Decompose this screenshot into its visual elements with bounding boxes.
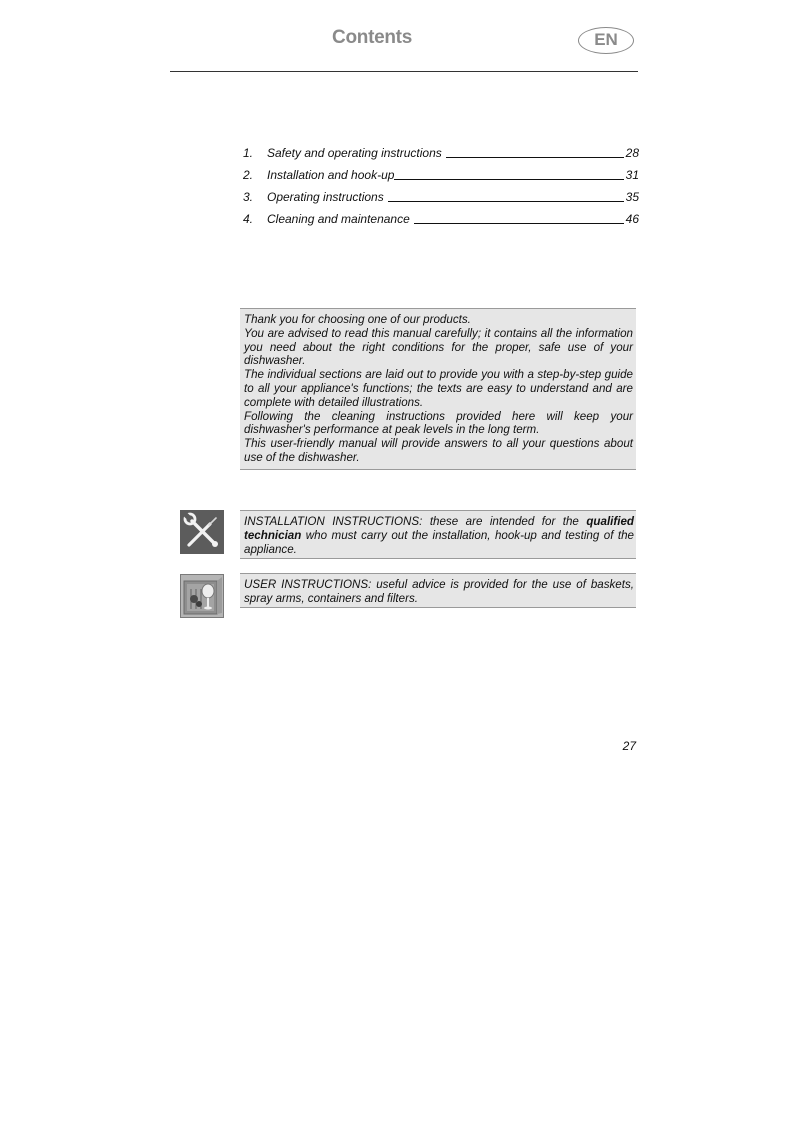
toc-item-number: 3. <box>243 190 254 204</box>
tools-icon-graphic <box>180 510 224 554</box>
header-divider <box>170 71 638 72</box>
dishwasher-basket-icon-graphic <box>181 575 223 617</box>
toc-item-number: 4. <box>243 212 254 226</box>
toc-item-page: 31 <box>625 168 639 182</box>
intro-line: You are advised to read this manual carefully; it contains all the information you need about the right conditions for the proper, safe use of your dishwasher. <box>244 326 633 368</box>
toc-item-title: Safety and operating instructions <box>267 146 442 160</box>
toc-item-page: 46 <box>625 212 639 226</box>
installation-note-text: INSTALLATION INSTRUCTIONS: these are intended for the <box>244 515 587 528</box>
toc-leader <box>414 211 624 224</box>
user-instructions-note <box>240 573 636 608</box>
toc-item-page: 35 <box>625 190 639 204</box>
intro-line: Thank you for choosing one of our products. <box>244 313 471 326</box>
intro-line: The individual sections are laid out to provide you with a step-by-step guide to all your appliance's functions; the texts are easy to understand and are complete with detailed illustrations. <box>244 368 633 409</box>
toc-item-number: 1. <box>243 146 254 160</box>
tools-icon <box>180 510 224 554</box>
toc-leader <box>446 145 624 158</box>
language-badge: EN <box>578 27 634 54</box>
toc-item-number: 2. <box>243 168 254 182</box>
page-number: 27 <box>622 739 636 753</box>
toc-item-title: Cleaning and maintenance <box>267 212 410 226</box>
intro-line: Following the cleaning instructions provided here will keep your dishwasher's performance at peak levels in the long term. <box>244 409 633 437</box>
toc-leader <box>388 189 624 202</box>
installation-instructions-note <box>240 510 636 559</box>
toc-item-cleaning[interactable] <box>243 211 639 233</box>
page-title: Contents <box>332 27 412 48</box>
installation-note-bold: qualified technician <box>244 515 634 542</box>
toc-item-title: Operating instructions <box>267 190 384 204</box>
toc-item-safety[interactable] <box>243 145 639 167</box>
toc-item-operating[interactable] <box>243 189 639 211</box>
user-note-text: USER INSTRUCTIONS: useful advice is provided for the use of baskets, spray arms, containers and filters. <box>244 578 634 605</box>
toc-item-title: Installation and hook-up <box>267 168 395 182</box>
dishwasher-basket-icon <box>180 574 224 618</box>
toc-item-page: 28 <box>625 146 639 160</box>
table-of-contents <box>243 145 639 233</box>
toc-leader <box>394 167 623 180</box>
installation-note-text-end: who must carry out the installation, hook-up and testing of the appliance. <box>244 529 634 556</box>
intro-line: This user-friendly manual will provide answers to all your questions about use of the dishwasher. <box>244 437 633 464</box>
intro-box <box>240 308 636 470</box>
toc-item-installation[interactable] <box>243 167 639 189</box>
